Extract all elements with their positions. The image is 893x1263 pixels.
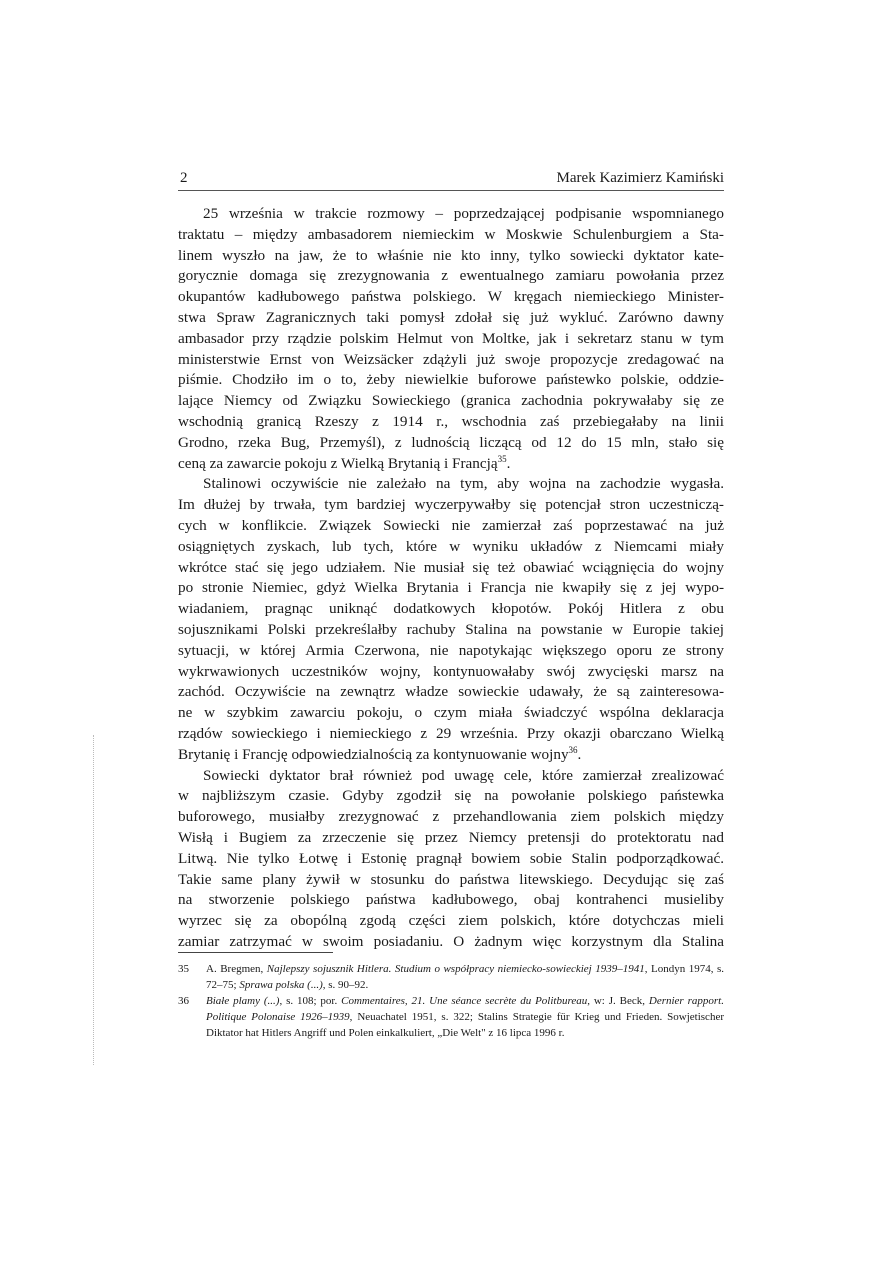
line-text: rządów sowieckiego i niemieckiego z 29 września. Przy okazji obarczano Wielką — [178, 724, 724, 742]
text-line — [178, 266, 724, 287]
footnote-text: , Neuachatel 1951, s. 322; Stalins Strategie für Krieg und Frieden. Sowjetischer Diktator hat Hitlers Angriff und Polen einkalkuliert, „Die Welt" z 16 lipca 1996 r. — [206, 1011, 724, 1039]
line-text: w najbliższym czasie. Gdyby zgodził się na powołanie polskiego państewka — [178, 787, 724, 805]
line-text: stwa Spraw Zagranicznych taki pomysł zdołał się już wykluć. Zarówno dawny — [178, 308, 724, 326]
text-line — [178, 932, 724, 953]
text-line — [178, 204, 724, 225]
paragraph — [178, 204, 724, 474]
text-line — [178, 370, 724, 391]
footnote-text: , Londyn 1974, s. 72–75; — [206, 963, 724, 991]
paragraph — [178, 766, 724, 953]
line-text: Brytanię i Francję odpowiedzialnością za kontynuowanie wojny — [178, 745, 569, 763]
line-text: wykrwawionych uczestników wojny, kontynuowałaby swój zwycięski marsz na — [178, 662, 724, 680]
line-text: ne w szybkim zawarciu pokoju, o czym miała świadczyć wspólna deklaracja — [178, 704, 724, 722]
text-line — [178, 391, 724, 412]
line-text: ministerstwie Ernst von Weizsäcker zdążyli już swoje propozycje zredagować na — [178, 350, 724, 368]
line-text: ceną za zawarcie pokoju z Wielką Brytanią i Francją — [178, 454, 498, 472]
text-line — [178, 641, 724, 662]
footnote-title: Sprawa polska (...) — [239, 979, 323, 991]
text-line — [178, 662, 724, 683]
line-text: wschodnią granicą Rzeszy z 1914 r., wschodnia zaś przebiegałaby na linii — [178, 412, 724, 430]
line-text: traktatu – między ambasadorem niemieckim w Moskwie Schulenburgiem a Sta- — [178, 225, 724, 243]
line-text: wyrzec się za obopólną zgodą części ziem polskich, które dotychczas mieli — [178, 912, 724, 930]
footnote-text: , s. 108; por. — [279, 995, 342, 1007]
page-number: 2 — [180, 170, 188, 186]
line-text: lające Niemcy od Związku Sowieckiego (granica zachodnia pokrywałaby się ze — [178, 392, 724, 410]
running-header-author: Marek Kazimierz Kamiński — [556, 170, 724, 186]
line-text: Im dłużej by trwała, tym bardziej wyczerpywałby się potencjał stron uczestniczą- — [178, 496, 724, 514]
text-line — [178, 870, 724, 891]
text-line — [178, 807, 724, 828]
line-text: zachód. Oczywiście na zewnątrz władze sowieckie udawały, że są zainteresowa- — [178, 683, 724, 701]
text-line: ceną za zawarcie pokoju z Wielką Brytanią i Francją$^{35}$. — [178, 453, 511, 472]
footnote-text: , s. 90–92. — [322, 979, 369, 991]
text-line — [178, 766, 724, 787]
text-line: Brytanię i Francję odpowiedzialnością za kontynuowanie wojny$^{36}$. — [178, 744, 582, 763]
text-line — [178, 828, 724, 849]
line-text: zamiar zatrzymać w swoim posiadaniu. O żadnym więc korzystnym dla Stalina — [178, 932, 724, 950]
line-text: cych w konflikcie. Związek Sowiecki nie zamierzał zaś poprzestawać na już — [178, 516, 724, 534]
footnote — [178, 961, 724, 993]
line-text: ambasador przy rządzie polskim Helmut von Moltke, jak i sekretarz stanu w tym — [178, 329, 724, 347]
line-text: na stworzenie polskiego państwa kadłubowego, obaj kontrahenci musieliby — [178, 891, 724, 909]
footnote-reference: 36 — [568, 744, 578, 755]
footnote — [178, 993, 724, 1041]
text-line — [178, 329, 724, 350]
line-text: wkrótce stać się jego udziałem. Nie musiał się też obawiać wciągnięcia do wojny — [178, 558, 724, 576]
text-line — [178, 599, 724, 620]
footnotes — [178, 961, 724, 1041]
text-line — [178, 308, 724, 329]
paragraph — [178, 474, 724, 765]
text-line — [178, 911, 724, 932]
footnote-text: A. Bregmen, — [206, 963, 267, 975]
text-line — [178, 350, 724, 371]
line-text: gorycznie domaga się zrezygnowania z ewentualnego zamiaru powołania przez — [178, 267, 724, 285]
text-line — [178, 516, 724, 537]
footnote-title: Najlepszy sojusznik Hitlera. Studium o współpracy niemiecko-sowieckiej 1939–1941 — [266, 963, 645, 975]
line-text: okupantów kadłubowego państwa polskiego. W kręgach niemieckiego Minister- — [178, 288, 724, 306]
line-text: linem wyszło na jaw, że to właśnie nie kto inny, tylko sowiecki dyktator kate- — [178, 246, 724, 264]
text-line — [178, 703, 724, 724]
line-text: Sowiecki dyktator brał również pod uwagę cele, które zamierzał zrealizować — [203, 766, 724, 784]
footnote-title: Białe plamy (...) — [206, 995, 280, 1007]
text-line — [178, 287, 724, 308]
text-line — [178, 412, 724, 433]
footnote-text: , w: J. Beck, — [587, 995, 649, 1007]
line-text: 25 września w trakcie rozmowy – poprzedzającej podpisanie wspomnianego — [203, 205, 724, 222]
text-line — [178, 849, 724, 870]
text-line — [178, 537, 724, 558]
text-line — [178, 433, 724, 454]
line-text: piśmie. Chodziło im o to, żeby niewielkie buforowe państewko polskie, oddzie- — [178, 371, 724, 389]
footnote-separator — [178, 952, 333, 953]
line-text: Wisłą i Bugiem za zrzeczenie się przez Niemcy pretensji do protektoratu nad — [178, 828, 724, 846]
text-line — [178, 558, 724, 579]
scan-margin-mark — [93, 735, 94, 1065]
line-text: po stronie Niemiec, gdyż Wielka Brytania i Francja nie kwapiły się z jej wypo- — [178, 579, 724, 597]
text-line — [178, 246, 724, 267]
footnote-title: Commentaires, 21. Une séance secrète du Politbureau — [341, 995, 588, 1007]
line-text: sytuacji, w której Armia Czerwona, nie napotykając większego oporu ze strony — [178, 641, 724, 659]
text-line — [178, 786, 724, 807]
body-text — [178, 204, 724, 953]
line-text: buforowego, musiałby zrezygnować z przehandlowania ziem polskich między — [178, 808, 724, 826]
footnote-title: Dernier rapport. Politique Polonaise 1926–1939 — [206, 995, 724, 1023]
text-line — [178, 495, 724, 516]
text-line — [178, 890, 724, 911]
text-line — [178, 578, 724, 599]
line-text: osiągniętych zyskach, lub tych, które w wyniku układów z Niemcami miały — [178, 537, 724, 555]
text-line — [178, 225, 724, 246]
line-text: Litwą. Nie tylko Łotwę i Estonię pragnął bowiem sobie Stalin podporządkować. — [178, 849, 724, 867]
text-line — [178, 474, 724, 495]
footnote-number: 36 — [178, 995, 189, 1007]
footnote-number: 35 — [178, 963, 189, 975]
line-text: Grodno, rzeka Bug, Przemyśl), z ludnością liczącą od 12 do 15 mln, stało się — [178, 433, 724, 451]
text-line — [178, 682, 724, 703]
text-line — [178, 620, 724, 641]
line-text: Stalinowi oczywiście nie zależało na tym, aby wojna na zachodzie wygasła. — [203, 475, 724, 493]
text-line — [178, 724, 724, 745]
line-text: Takie same plany żywił w stosunku do państwa litewskiego. Decydując się zaś — [178, 870, 724, 888]
footnote-reference: 35 — [497, 453, 507, 464]
line-text: wiadaniem, pragnąc uniknąć dodatkowych kłopotów. Pokój Hitlera z obu — [178, 600, 724, 618]
line-text: sojusznikami Polski przekreślałby rachuby Stalina na powstanie w Europie takiej — [178, 620, 724, 638]
running-header — [178, 170, 724, 191]
